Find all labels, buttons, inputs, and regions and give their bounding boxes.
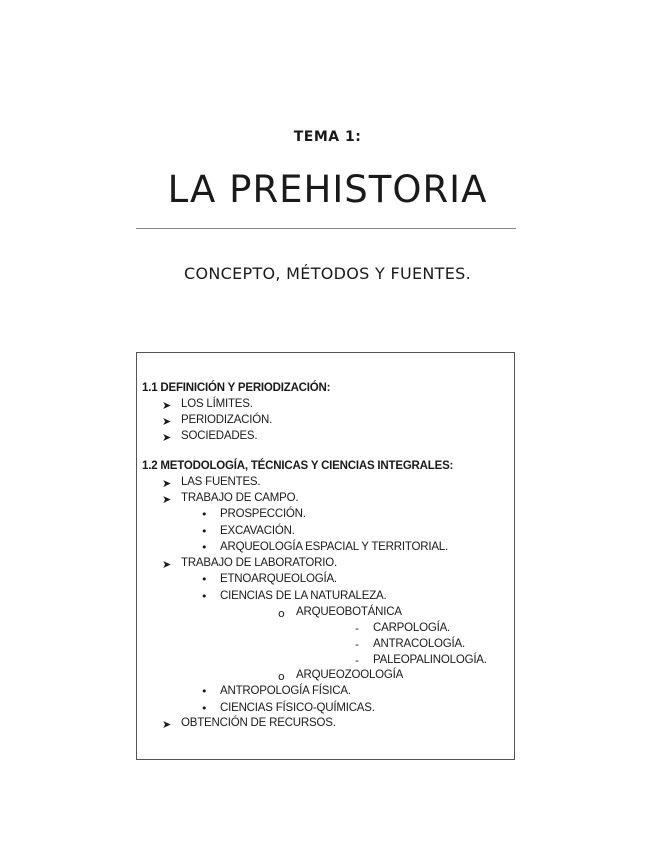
list-item: TRABAJO DE CAMPO.: [181, 492, 299, 504]
dot-bullet-icon: •: [201, 541, 208, 554]
arrow-bullet-icon: ➤: [162, 493, 172, 506]
dot-bullet-icon: •: [201, 590, 208, 603]
dot-bullet-icon: •: [201, 525, 208, 538]
list-item: ARQUEOLOGÍA ESPACIAL Y TERRITORIAL.: [220, 541, 448, 553]
list-item: CARPOLOGÍA.: [373, 622, 451, 634]
section-heading-1-1: 1.1 DEFINICIÓN Y PERIODIZACIÓN:: [142, 382, 331, 394]
page-title: LA PREHISTORIA: [167, 168, 488, 211]
arrow-bullet-icon: ➤: [162, 558, 172, 571]
list-item: PERIODIZACIÓN.: [181, 414, 273, 426]
list-item: CIENCIAS DE LA NATURALEZA.: [220, 590, 387, 602]
dot-bullet-icon: •: [201, 573, 208, 586]
list-item: ANTROPOLOGÍA FÍSICA.: [220, 685, 351, 697]
arrow-bullet-icon: ➤: [162, 477, 172, 490]
outline-box: [136, 352, 515, 760]
chapter-label: TEMA 1:: [293, 129, 362, 145]
list-item: CIENCIAS FÍSICO-QUÍMICAS.: [220, 702, 375, 714]
list-item: OBTENCIÓN DE RECURSOS.: [181, 717, 336, 729]
dash-bullet-icon: -: [355, 638, 359, 651]
arrow-bullet-icon: ➤: [162, 431, 172, 444]
dot-bullet-icon: •: [201, 508, 208, 521]
list-item: PROSPECCIÓN.: [220, 508, 306, 520]
section-heading-1-2: 1.2 METODOLOGÍA, TÉCNICAS Y CIENCIAS INTEGRALES:: [142, 460, 454, 472]
dot-bullet-icon: •: [201, 702, 208, 715]
arrow-bullet-icon: ➤: [162, 415, 172, 428]
title-divider: [136, 228, 516, 229]
circle-bullet-icon: o: [278, 607, 285, 620]
list-item: EXCAVACIÓN.: [220, 525, 295, 537]
dash-bullet-icon: -: [355, 622, 359, 635]
list-item: LOS LÍMITES.: [181, 398, 253, 410]
list-item: LAS FUENTES.: [181, 476, 261, 488]
list-item: ANTRACOLOGÍA.: [373, 638, 465, 650]
arrow-bullet-icon: ➤: [162, 399, 172, 412]
list-item: ETNOARQUEOLOGÍA.: [220, 573, 337, 585]
arrow-bullet-icon: ➤: [162, 718, 172, 731]
list-item: PALEOPALINOLOGÍA.: [373, 654, 487, 666]
page-subtitle: CONCEPTO, MÉTODOS Y FUENTES.: [183, 264, 472, 283]
list-item: SOCIEDADES.: [181, 430, 258, 442]
list-item: ARQUEOBOTÁNICA: [296, 606, 402, 618]
circle-bullet-icon: o: [278, 670, 285, 683]
dot-bullet-icon: •: [201, 685, 208, 698]
list-item: TRABAJO DE LABORATORIO.: [181, 557, 338, 569]
list-item: ARQUEOZOOLOGÍA: [296, 669, 404, 681]
dash-bullet-icon: -: [355, 654, 359, 667]
